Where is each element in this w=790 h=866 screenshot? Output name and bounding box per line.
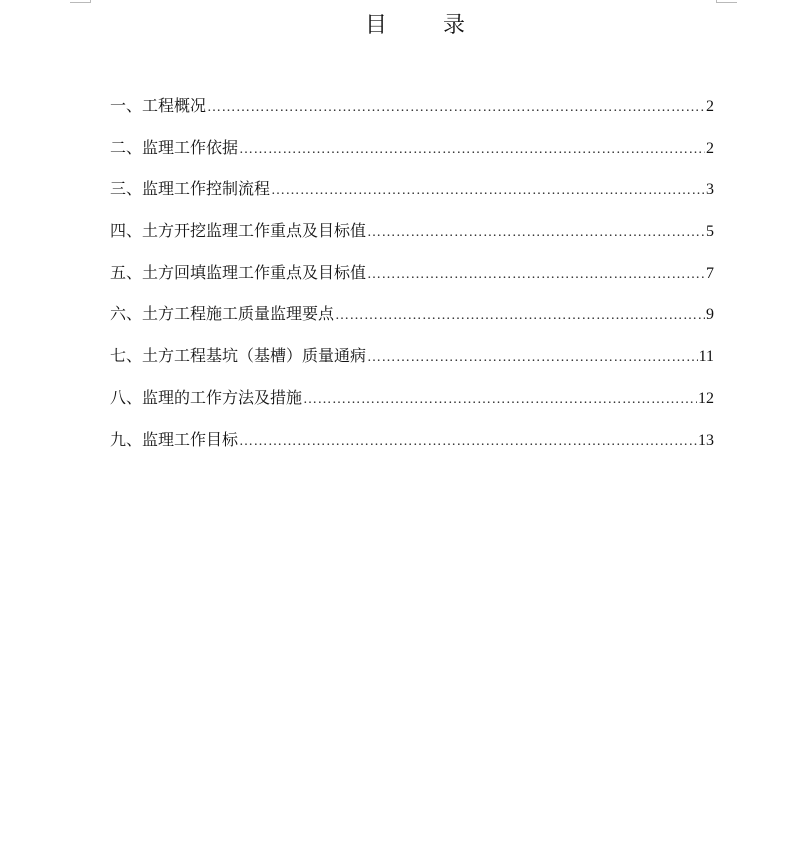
toc-page-number: 13	[698, 431, 714, 449]
toc-dot-leader	[367, 221, 705, 245]
toc-entry-2[interactable]	[110, 136, 714, 178]
toc-entry-label: 三、监理工作控制流程	[110, 179, 271, 199]
toc-entry-8[interactable]	[110, 386, 714, 428]
page-corner-mark-right	[716, 0, 737, 3]
toc-page-number: 7	[706, 264, 714, 282]
toc-page-number: 3	[706, 181, 714, 199]
toc-entry-label: 五、土方回填监理工作重点及目标值	[110, 262, 367, 282]
toc-entry-7[interactable]	[110, 344, 714, 386]
toc-entry-label: 四、土方开挖监理工作重点及目标值	[110, 221, 367, 241]
toc-page-number: 9	[706, 306, 714, 324]
toc-entry-6[interactable]	[110, 302, 714, 344]
toc-heading	[0, 8, 790, 39]
page-corner-mark-left	[70, 0, 91, 3]
table-of-contents	[110, 94, 714, 469]
toc-entry-4[interactable]	[110, 219, 714, 261]
toc-dot-leader	[271, 179, 705, 203]
toc-entry-label: 九、监理工作目标	[110, 429, 239, 449]
toc-page-number: 2	[706, 98, 714, 115]
toc-entry-3[interactable]	[110, 177, 714, 219]
toc-heading-char-2: 录	[443, 13, 466, 38]
toc-dot-leader	[303, 388, 697, 412]
toc-entry-label: 二、监理工作依据	[110, 137, 239, 157]
toc-entry-label: 八、监理的工作方法及措施	[110, 387, 303, 407]
toc-entry-label: 七、土方工程基坑（基槽）质量通病	[110, 346, 367, 366]
toc-heading-char-1: 目	[364, 13, 387, 38]
toc-dot-leader	[335, 304, 705, 328]
toc-dot-leader	[239, 138, 705, 162]
toc-page-number: 11	[698, 348, 714, 366]
toc-entry-label: 六、土方工程施工质量监理要点	[110, 304, 335, 324]
toc-page-number: 5	[706, 223, 714, 241]
toc-dot-leader	[367, 263, 705, 287]
toc-entry-label: 一、工程概况	[110, 96, 207, 115]
toc-dot-leader	[367, 346, 698, 370]
toc-dot-leader	[207, 96, 705, 120]
toc-page-number: 12	[698, 389, 714, 407]
toc-dot-leader	[239, 430, 697, 454]
toc-entry-9[interactable]	[110, 428, 714, 470]
toc-entry-1[interactable]	[110, 94, 714, 136]
toc-page-number: 2	[706, 139, 714, 157]
toc-entry-5[interactable]	[110, 261, 714, 303]
